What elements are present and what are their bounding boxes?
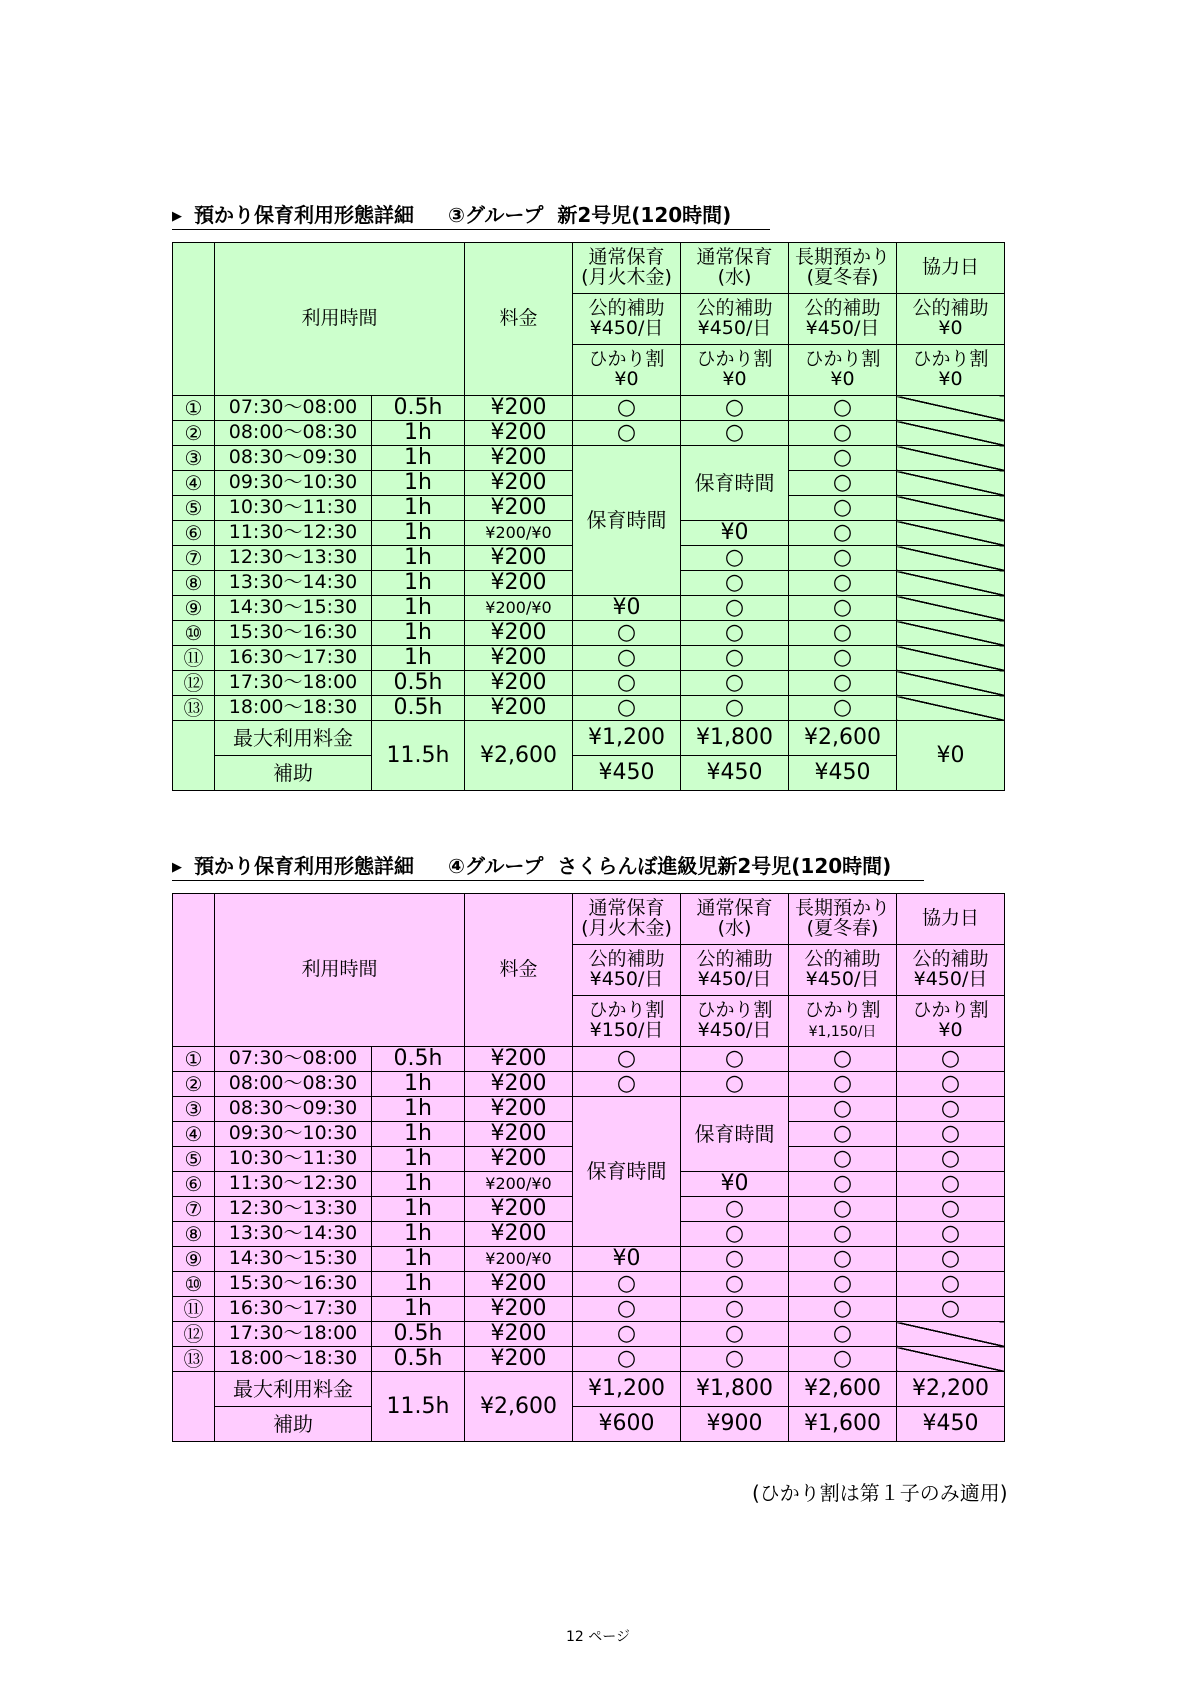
subsidy-cell: 公的補助 ¥450/日 xyxy=(681,945,789,996)
row-duration: 1h xyxy=(372,1297,465,1322)
row-time: 15:30〜16:30 xyxy=(215,1272,372,1297)
circle-mark: ○ xyxy=(789,1247,897,1272)
hikari-cell: ひかり割 ¥0 xyxy=(789,345,897,396)
row-time: 10:30〜11:30 xyxy=(215,1147,372,1172)
circle-mark: ○ xyxy=(897,1047,1005,1072)
circle-mark: ○ xyxy=(897,1072,1005,1097)
header-col4: 協力日 xyxy=(897,243,1005,294)
circle-mark: ○ xyxy=(681,396,789,421)
row-duration: 0.5h xyxy=(372,1347,465,1372)
row-duration: 1h xyxy=(372,1172,465,1197)
table-row xyxy=(173,1072,1005,1097)
circle-mark: ○ xyxy=(573,396,681,421)
row-number: ⑨ xyxy=(173,1247,215,1272)
header-col3: 長期預かり (夏冬春) xyxy=(789,894,897,945)
page-number: 12 ページ xyxy=(566,1629,630,1645)
subsidy-label: 補助 xyxy=(215,1407,372,1442)
row-duration: 0.5h xyxy=(372,671,465,696)
circle-mark: ○ xyxy=(789,621,897,646)
max-fee-value: ¥2,200 xyxy=(897,1372,1005,1407)
heading-target: さくらんぼ進級児新2号児(120時間) xyxy=(557,854,892,878)
heading-target: 新2号児(120時間) xyxy=(557,203,732,227)
circle-mark: ○ xyxy=(789,1297,897,1322)
row-time: 18:00〜18:30 xyxy=(215,696,372,721)
row-number: ⑬ xyxy=(173,696,215,721)
table-row xyxy=(173,1097,1005,1122)
header-time: 利用時間 xyxy=(215,894,465,1047)
row-duration: 1h xyxy=(372,1197,465,1222)
subsidy-value: ¥1,600 xyxy=(789,1407,897,1442)
row-time: 16:30〜17:30 xyxy=(215,646,372,671)
circle-mark: ○ xyxy=(789,521,897,546)
diagonal-na-cell xyxy=(897,471,1005,496)
row-duration: 0.5h xyxy=(372,396,465,421)
circle-mark: ○ xyxy=(789,1047,897,1072)
row-time: 11:30〜12:30 xyxy=(215,1172,372,1197)
circle-mark: ○ xyxy=(573,696,681,721)
row-duration: 1h xyxy=(372,571,465,596)
hikari-cell: ひかり割 ¥1,150/日 xyxy=(789,996,897,1047)
max-fee-value: ¥1,800 xyxy=(681,1372,789,1407)
max-fee-value: ¥1,800 xyxy=(681,721,789,756)
row-fee: ¥200 xyxy=(465,1047,573,1072)
row-number: ④ xyxy=(173,1122,215,1147)
row-fee: ¥200/¥0 xyxy=(465,521,573,546)
zero-fee-cell: ¥0 xyxy=(573,1247,681,1272)
circle-mark: ○ xyxy=(789,421,897,446)
row-time: 16:30〜17:30 xyxy=(215,1297,372,1322)
header-col2: 通常保育 (水) xyxy=(681,894,789,945)
row-number: ⑦ xyxy=(173,1197,215,1222)
row-time: 18:00〜18:30 xyxy=(215,1347,372,1372)
circle-mark: ○ xyxy=(897,1222,1005,1247)
hikari-cell: ひかり割 ¥0 xyxy=(681,345,789,396)
circle-mark: ○ xyxy=(789,696,897,721)
row-fee: ¥200 xyxy=(465,1272,573,1297)
circle-mark: ○ xyxy=(789,1072,897,1097)
row-time: 08:00〜08:30 xyxy=(215,421,372,446)
row-duration: 1h xyxy=(372,521,465,546)
subsidy-cell: 公的補助 ¥450/日 xyxy=(573,294,681,345)
heading-title: 預かり保育利用形態詳細 xyxy=(194,854,414,878)
row-fee: ¥200 xyxy=(465,1347,573,1372)
circle-mark: ○ xyxy=(897,1097,1005,1122)
circle-mark: ○ xyxy=(789,1097,897,1122)
row-fee: ¥200 xyxy=(465,1072,573,1097)
footnote: (ひかり割は第１子のみ適用) xyxy=(752,1481,1008,1505)
table-row xyxy=(173,1322,1005,1347)
diagonal-na-cell xyxy=(897,421,1005,446)
heading-underline xyxy=(172,880,924,881)
row-number: ⑤ xyxy=(173,496,215,521)
row-number: ① xyxy=(173,396,215,421)
row-fee: ¥200 xyxy=(465,646,573,671)
max-fee-value: ¥2,600 xyxy=(789,721,897,756)
subsidy-cell: 公的補助 ¥450/日 xyxy=(681,294,789,345)
subsidy-cell: 公的補助 ¥450/日 xyxy=(897,945,1005,996)
row-time: 14:30〜15:30 xyxy=(215,596,372,621)
row-number: ⑦ xyxy=(173,546,215,571)
subsidy-value: ¥450 xyxy=(573,756,681,791)
zero-fee-cell: ¥0 xyxy=(573,596,681,621)
header-col3: 長期預かり (夏冬春) xyxy=(789,243,897,294)
subsidy-label: 補助 xyxy=(215,756,372,791)
circle-mark: ○ xyxy=(789,1122,897,1147)
diagonal-na-cell xyxy=(897,621,1005,646)
row-time: 11:30〜12:30 xyxy=(215,521,372,546)
total-fee: ¥2,600 xyxy=(465,721,573,791)
summary-row-subsidy xyxy=(173,756,1005,791)
table-row xyxy=(173,1272,1005,1297)
hikari-cell: ひかり割 ¥0 xyxy=(573,345,681,396)
total-fee: ¥2,600 xyxy=(465,1372,573,1442)
circle-mark: ○ xyxy=(681,1197,789,1222)
header-col1: 通常保育 (月火木金) xyxy=(573,894,681,945)
row-time: 17:30〜18:00 xyxy=(215,1322,372,1347)
row-fee: ¥200 xyxy=(465,1097,573,1122)
hoiku-time-cell: 保育時間 xyxy=(573,1097,681,1247)
fee-table-group4 xyxy=(172,893,1005,1442)
circle-mark: ○ xyxy=(681,571,789,596)
row-time: 08:30〜09:30 xyxy=(215,1097,372,1122)
table-row xyxy=(173,446,1005,471)
row-duration: 0.5h xyxy=(372,1322,465,1347)
header-time: 利用時間 xyxy=(215,243,465,396)
subsidy-value: ¥900 xyxy=(681,1407,789,1442)
row-duration: 1h xyxy=(372,1272,465,1297)
row-number: ⑧ xyxy=(173,1222,215,1247)
header-num-cell xyxy=(173,243,215,396)
row-time: 09:30〜10:30 xyxy=(215,471,372,496)
circle-mark: ○ xyxy=(681,671,789,696)
circle-mark: ○ xyxy=(681,621,789,646)
circle-mark: ○ xyxy=(789,571,897,596)
row-number: ② xyxy=(173,421,215,446)
row-fee: ¥200 xyxy=(465,671,573,696)
row-time: 10:30〜11:30 xyxy=(215,496,372,521)
row-number: ③ xyxy=(173,1097,215,1122)
circle-mark: ○ xyxy=(789,646,897,671)
circle-mark: ○ xyxy=(573,421,681,446)
row-number: ① xyxy=(173,1047,215,1072)
row-time: 12:30〜13:30 xyxy=(215,1197,372,1222)
row-time: 17:30〜18:00 xyxy=(215,671,372,696)
row-fee: ¥200/¥0 xyxy=(465,596,573,621)
hikari-cell: ひかり割 ¥0 xyxy=(897,345,1005,396)
row-number: ⑫ xyxy=(173,671,215,696)
table-row xyxy=(173,421,1005,446)
triangle-bullet-icon: ▶ xyxy=(172,209,182,224)
row-time: 13:30〜14:30 xyxy=(215,571,372,596)
row-duration: 1h xyxy=(372,1222,465,1247)
row-number: ② xyxy=(173,1072,215,1097)
circle-mark: ○ xyxy=(573,646,681,671)
row-number: ⑪ xyxy=(173,646,215,671)
row-fee: ¥200 xyxy=(465,621,573,646)
circle-mark: ○ xyxy=(897,1147,1005,1172)
row-time: 07:30〜08:00 xyxy=(215,396,372,421)
heading-title: 預かり保育利用形態詳細 xyxy=(194,203,414,227)
max-fee-value: ¥1,200 xyxy=(573,721,681,756)
table-row xyxy=(173,1347,1005,1372)
circle-mark: ○ xyxy=(789,1272,897,1297)
subsidy-value: ¥600 xyxy=(573,1407,681,1442)
row-fee: ¥200 xyxy=(465,1322,573,1347)
circle-mark: ○ xyxy=(573,1047,681,1072)
circle-mark: ○ xyxy=(789,396,897,421)
total-hours: 11.5h xyxy=(372,1372,465,1442)
circle-mark: ○ xyxy=(897,1197,1005,1222)
row-number: ⑧ xyxy=(173,571,215,596)
circle-mark: ○ xyxy=(573,1347,681,1372)
row-fee: ¥200 xyxy=(465,696,573,721)
circle-mark: ○ xyxy=(789,671,897,696)
row-duration: 1h xyxy=(372,471,465,496)
row-duration: 1h xyxy=(372,421,465,446)
row-fee: ¥200 xyxy=(465,471,573,496)
table-row xyxy=(173,671,1005,696)
hikari-cell: ひかり割 ¥0 xyxy=(897,996,1005,1047)
table-row xyxy=(173,646,1005,671)
circle-mark: ○ xyxy=(681,1222,789,1247)
summary-row-max xyxy=(173,721,1005,756)
row-time: 13:30〜14:30 xyxy=(215,1222,372,1247)
circle-mark: ○ xyxy=(789,546,897,571)
row-time: 07:30〜08:00 xyxy=(215,1047,372,1072)
subsidy-cell: 公的補助 ¥450/日 xyxy=(573,945,681,996)
row-time: 09:30〜10:30 xyxy=(215,1122,372,1147)
row-fee: ¥200 xyxy=(465,1122,573,1147)
hoiku-time-cell: 保育時間 xyxy=(681,446,789,521)
row-number: ⑪ xyxy=(173,1297,215,1322)
table-row xyxy=(173,396,1005,421)
row-fee: ¥200 xyxy=(465,1197,573,1222)
row-number: ⑥ xyxy=(173,1172,215,1197)
circle-mark: ○ xyxy=(897,1297,1005,1322)
circle-mark: ○ xyxy=(681,1297,789,1322)
row-number: ⑫ xyxy=(173,1322,215,1347)
row-fee: ¥200 xyxy=(465,571,573,596)
row-fee: ¥200/¥0 xyxy=(465,1172,573,1197)
header-num-cell xyxy=(173,894,215,1047)
circle-mark: ○ xyxy=(681,421,789,446)
max-fee-label: 最大利用料金 xyxy=(215,721,372,756)
subsidy-cell: 公的補助 ¥0 xyxy=(897,294,1005,345)
subsidy-cell: 公的補助 ¥450/日 xyxy=(789,945,897,996)
circle-mark: ○ xyxy=(789,1147,897,1172)
circle-mark: ○ xyxy=(573,1272,681,1297)
section-heading-group4 xyxy=(172,853,891,881)
circle-mark: ○ xyxy=(681,696,789,721)
row-duration: 1h xyxy=(372,1072,465,1097)
circle-mark: ○ xyxy=(789,1347,897,1372)
diagonal-na-cell xyxy=(897,396,1005,421)
circle-mark: ○ xyxy=(897,1172,1005,1197)
diagonal-na-cell xyxy=(897,646,1005,671)
header-fee: 料金 xyxy=(465,243,573,396)
header-col2: 通常保育 (水) xyxy=(681,243,789,294)
row-number: ⑤ xyxy=(173,1147,215,1172)
circle-mark: ○ xyxy=(897,1247,1005,1272)
max-fee-label: 最大利用料金 xyxy=(215,1372,372,1407)
heading-group: ③グループ xyxy=(448,203,544,227)
diagonal-na-cell xyxy=(897,446,1005,471)
circle-mark: ○ xyxy=(573,671,681,696)
row-time: 12:30〜13:30 xyxy=(215,546,372,571)
max-fee-value: ¥1,200 xyxy=(573,1372,681,1407)
row-time: 08:00〜08:30 xyxy=(215,1072,372,1097)
row-number: ⑩ xyxy=(173,621,215,646)
row-duration: 1h xyxy=(372,596,465,621)
circle-mark: ○ xyxy=(681,1072,789,1097)
subsidy-cell: 公的補助 ¥450/日 xyxy=(789,294,897,345)
table-row xyxy=(173,1047,1005,1072)
circle-mark: ○ xyxy=(573,621,681,646)
row-duration: 1h xyxy=(372,646,465,671)
zero-fee-cell: ¥0 xyxy=(681,521,789,546)
row-fee: ¥200 xyxy=(465,1222,573,1247)
circle-mark: ○ xyxy=(681,1047,789,1072)
circle-mark: ○ xyxy=(789,446,897,471)
diagonal-na-cell xyxy=(897,671,1005,696)
circle-mark: ○ xyxy=(897,1122,1005,1147)
row-fee: ¥200 xyxy=(465,496,573,521)
circle-mark: ○ xyxy=(681,1272,789,1297)
diagonal-na-cell xyxy=(897,571,1005,596)
circle-mark: ○ xyxy=(789,1197,897,1222)
row-duration: 1h xyxy=(372,446,465,471)
circle-mark: ○ xyxy=(573,1322,681,1347)
diagonal-na-cell xyxy=(897,521,1005,546)
row-duration: 1h xyxy=(372,1147,465,1172)
heading-group: ④グループ xyxy=(448,854,544,878)
table-row xyxy=(173,696,1005,721)
circle-mark: ○ xyxy=(681,1347,789,1372)
row-fee: ¥200 xyxy=(465,546,573,571)
summary-num-cell xyxy=(173,721,215,791)
section-heading-group3 xyxy=(172,202,731,230)
circle-mark: ○ xyxy=(789,596,897,621)
row-number: ③ xyxy=(173,446,215,471)
row-time: 08:30〜09:30 xyxy=(215,446,372,471)
circle-mark: ○ xyxy=(681,646,789,671)
circle-mark: ○ xyxy=(573,1072,681,1097)
table-row xyxy=(173,1247,1005,1272)
circle-mark: ○ xyxy=(789,1322,897,1347)
subsidy-value: ¥450 xyxy=(897,1407,1005,1442)
zero-fee-cell: ¥0 xyxy=(681,1172,789,1197)
row-duration: 1h xyxy=(372,621,465,646)
summary-row-max xyxy=(173,1372,1005,1407)
row-time: 15:30〜16:30 xyxy=(215,621,372,646)
row-fee: ¥200/¥0 xyxy=(465,1247,573,1272)
diagonal-na-cell xyxy=(897,696,1005,721)
subsidy-value: ¥450 xyxy=(789,756,897,791)
row-fee: ¥200 xyxy=(465,421,573,446)
triangle-bullet-icon: ▶ xyxy=(172,860,182,875)
circle-mark: ○ xyxy=(681,596,789,621)
row-duration: 1h xyxy=(372,546,465,571)
row-fee: ¥200 xyxy=(465,396,573,421)
diagonal-na-cell xyxy=(897,496,1005,521)
circle-mark: ○ xyxy=(681,1247,789,1272)
fee-table-group3 xyxy=(172,242,1005,791)
row-fee: ¥200 xyxy=(465,1147,573,1172)
circle-mark: ○ xyxy=(789,471,897,496)
diagonal-na-cell xyxy=(897,1322,1005,1347)
row-number: ④ xyxy=(173,471,215,496)
row-fee: ¥200 xyxy=(465,446,573,471)
row-number: ⑥ xyxy=(173,521,215,546)
circle-mark: ○ xyxy=(573,1297,681,1322)
header-col4: 協力日 xyxy=(897,894,1005,945)
summary-row-subsidy xyxy=(173,1407,1005,1442)
circle-mark: ○ xyxy=(681,546,789,571)
row-fee: ¥200 xyxy=(465,1297,573,1322)
table-row xyxy=(173,596,1005,621)
hoiku-time-cell: 保育時間 xyxy=(681,1097,789,1172)
row-duration: 1h xyxy=(372,1097,465,1122)
hikari-cell: ひかり割 ¥450/日 xyxy=(681,996,789,1047)
total-hours: 11.5h xyxy=(372,721,465,791)
table-row xyxy=(173,621,1005,646)
diagonal-na-cell xyxy=(897,546,1005,571)
row-number: ⑨ xyxy=(173,596,215,621)
row-number: ⑩ xyxy=(173,1272,215,1297)
max-fee-kyoryoku: ¥0 xyxy=(897,721,1005,791)
row-time: 14:30〜15:30 xyxy=(215,1247,372,1272)
circle-mark: ○ xyxy=(897,1272,1005,1297)
subsidy-value: ¥450 xyxy=(681,756,789,791)
diagonal-na-cell xyxy=(897,596,1005,621)
circle-mark: ○ xyxy=(681,1322,789,1347)
row-duration: 1h xyxy=(372,1122,465,1147)
row-duration: 1h xyxy=(372,496,465,521)
circle-mark: ○ xyxy=(789,496,897,521)
diagonal-na-cell xyxy=(897,1347,1005,1372)
row-duration: 1h xyxy=(372,1247,465,1272)
header-fee: 料金 xyxy=(465,894,573,1047)
row-duration: 0.5h xyxy=(372,696,465,721)
header-col1: 通常保育 (月火木金) xyxy=(573,243,681,294)
circle-mark: ○ xyxy=(789,1222,897,1247)
hoiku-time-cell: 保育時間 xyxy=(573,446,681,596)
table-row xyxy=(173,1297,1005,1322)
circle-mark: ○ xyxy=(789,1172,897,1197)
heading-underline xyxy=(172,229,770,230)
row-number: ⑬ xyxy=(173,1347,215,1372)
max-fee-value: ¥2,600 xyxy=(789,1372,897,1407)
summary-num-cell xyxy=(173,1372,215,1442)
row-duration: 0.5h xyxy=(372,1047,465,1072)
hikari-cell: ひかり割 ¥150/日 xyxy=(573,996,681,1047)
